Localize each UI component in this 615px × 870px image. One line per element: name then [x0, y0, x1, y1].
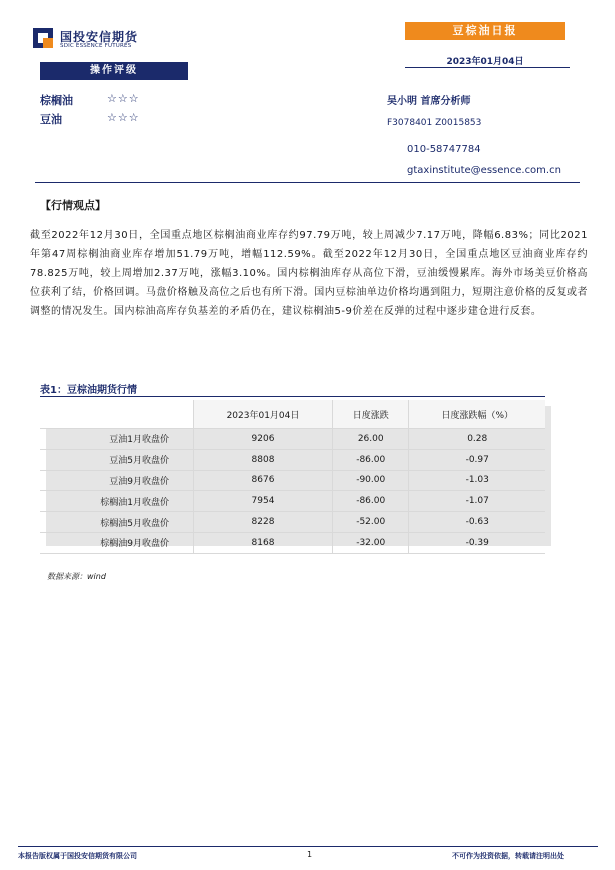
- rating-stars: ☆☆☆: [107, 92, 140, 105]
- rating-commodity-name: 棕榈油: [40, 94, 73, 107]
- table-row-label: 棕榈油1月收盘价: [40, 491, 194, 512]
- rating-stars: ☆☆☆: [107, 111, 140, 124]
- table-cell-close: 7954: [194, 491, 333, 512]
- futures-table: [40, 400, 545, 554]
- table-caption-divider: [40, 396, 545, 397]
- analyst-certificates: F3078401 Z0015853: [387, 118, 482, 128]
- table-row: [40, 491, 545, 512]
- table-cell-close: 8168: [194, 532, 333, 553]
- table-cell-change: -90.00: [332, 470, 408, 491]
- company-logo-icon: [33, 28, 53, 48]
- rating-row-palm-oil: [40, 92, 140, 108]
- analyst-phone: 010-58747784: [407, 144, 481, 155]
- rating-commodity-name: 豆油: [40, 113, 62, 126]
- table-cell-change-pct: -0.63: [409, 512, 545, 533]
- section-title: 【行情观点】: [40, 199, 106, 212]
- table-row: [40, 532, 545, 553]
- report-date: 2023年01月04日: [446, 57, 524, 67]
- rating-title-badge: 操作评级: [40, 62, 188, 79]
- data-source-note: 数据来源：wind: [47, 572, 106, 581]
- table-cell-change: -86.00: [332, 449, 408, 470]
- table-row-label: 棕榈油9月收盘价: [40, 532, 194, 553]
- table-row: [40, 449, 545, 470]
- header-divider-left: [40, 79, 188, 80]
- table-cell-change-pct: -1.03: [409, 470, 545, 491]
- table-cell-change: -86.00: [332, 491, 408, 512]
- table-cell-change-pct: 0.28: [409, 429, 545, 450]
- table-caption: 表1：豆棕油期货行情: [40, 385, 137, 396]
- footer-copyright: 本报告版权属于国投安信期货有限公司: [18, 852, 137, 860]
- table-cell-change-pct: -0.97: [409, 449, 545, 470]
- table-cell-close: 9206: [194, 429, 333, 450]
- table-row-label: 豆油9月收盘价: [40, 470, 194, 491]
- table-header-row: [40, 400, 545, 429]
- logo-company-name-en: SDIC ESSENCE FUTURES: [60, 43, 132, 49]
- footer-disclaimer: 不可作为投资依据，转载请注明出处: [452, 852, 564, 860]
- table-row: [40, 470, 545, 491]
- table-row-label: 豆油5月收盘价: [40, 449, 194, 470]
- table-row-label: 豆油1月收盘价: [40, 429, 194, 450]
- header-divider: [35, 182, 580, 183]
- market-commentary: 截至2022年12月30日，全国重点地区棕榈油商业库存约97.79万吨，较上周减少7.17万吨，降幅6.83%；同比2021年第47周棕榈油商业库存增加51.79万吨，增幅112.59%。截至2022年12月30日，全国重点地区豆油商业库存约78.825万吨，较上周增加2.37万吨，涨幅3.10%。国内棕榈油库存从高位下滑，豆油缓慢累库。海外市场美豆价格高位获利了结，价格回调。马盘价格触及高位之后也有所下滑。国内豆棕油单边价格均遇到阻力，短期注意价格的反复或者调整的情况发生。国内棕油高库存负基差的矛盾仍在，建议棕榈油5-9价差在反弹的过程中逐步建仓进行反套。: [30, 230, 588, 317]
- analyst-email: gtaxinstitute@essence.com.cn: [407, 165, 561, 176]
- footer-divider: [18, 846, 598, 847]
- table-row: [40, 512, 545, 533]
- table-cell-change: -32.00: [332, 532, 408, 553]
- header-divider-right: [405, 67, 570, 68]
- report-type-badge: 豆棕油日报: [405, 22, 565, 40]
- analyst-name: 吴小明 首席分析师: [387, 96, 471, 107]
- logo-company-name: 国投安信期货: [60, 30, 139, 44]
- table-row-label: 棕榈油5月收盘价: [40, 512, 194, 533]
- table-cell-change-pct: -0.39: [409, 532, 545, 553]
- table-header-cell: 日度涨跌幅（%）: [409, 400, 545, 429]
- table-header-cell: 日度涨跌: [332, 400, 408, 429]
- rating-row-soybean-oil: [40, 111, 140, 127]
- table-cell-close: 8676: [194, 470, 333, 491]
- table-cell-change: -52.00: [332, 512, 408, 533]
- table-header-cell: [40, 400, 194, 429]
- page-number: 1: [307, 850, 313, 859]
- table-header-cell: 2023年01月04日: [194, 400, 333, 429]
- table-cell-change: 26.00: [332, 429, 408, 450]
- table-cell-close: 8228: [194, 512, 333, 533]
- table-cell-close: 8808: [194, 449, 333, 470]
- table-row: [40, 429, 545, 450]
- table-cell-change-pct: -1.07: [409, 491, 545, 512]
